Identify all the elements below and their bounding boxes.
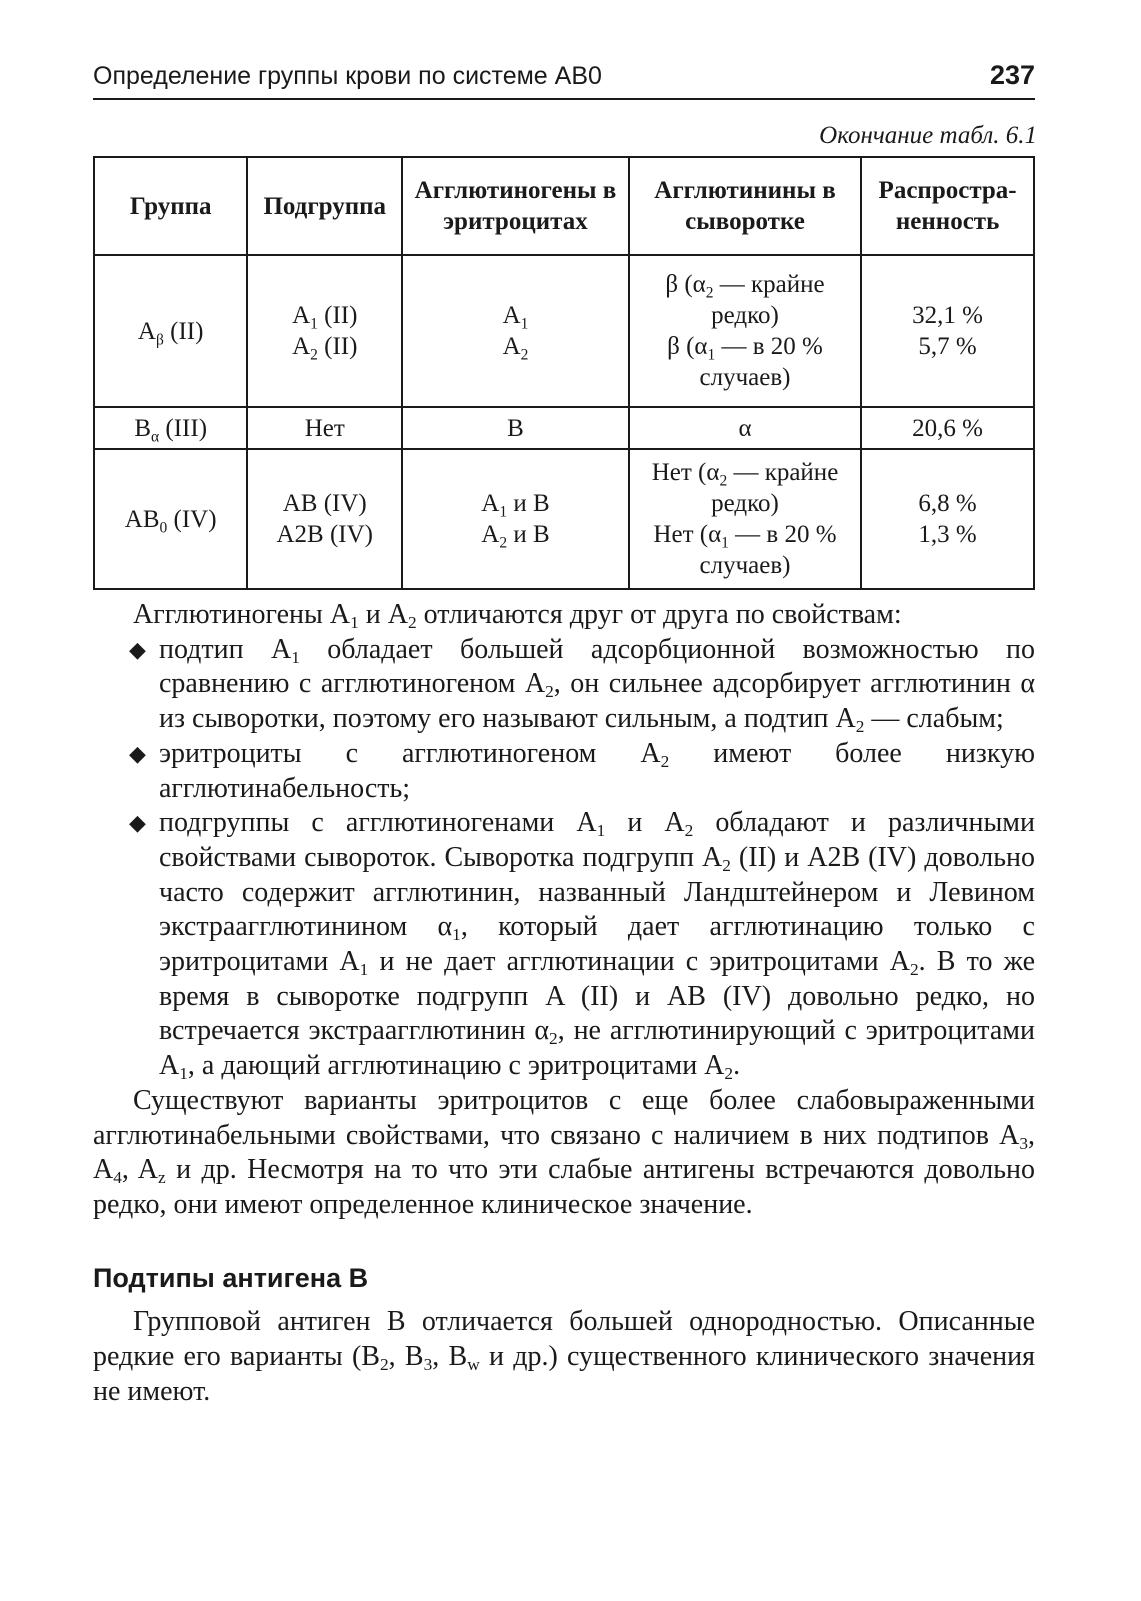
running-title: Определение группы крови по системе АВ0 xyxy=(93,62,602,90)
header-subgroup: Подгруппа xyxy=(247,157,402,255)
blood-group-table xyxy=(93,156,1035,590)
cell-group: $A_\beta$ (II) xyxy=(94,255,247,407)
cell-prevalence: 32,1 % 5,7 % xyxy=(861,255,1034,407)
cell-subgroup: Нет xyxy=(247,407,402,449)
table-row xyxy=(94,407,1034,449)
body-text xyxy=(93,598,1035,1409)
cell-prevalence: 6,8 % 1,3 % xyxy=(861,449,1034,589)
header-prevalence: Распростра-ненность xyxy=(861,157,1034,255)
cell-agglutinogens: $A_1$ $A_2$ xyxy=(402,255,629,407)
cell-prevalence: 20,6 % xyxy=(861,407,1034,449)
cell-group: $B_\alpha$ (III) xyxy=(94,407,247,449)
antigen-b-paragraph: Групповой антиген В отличается большей однородностью. Описанные редкие его варианты ($B_2$, $B_3$, $B_w$ и др.) существенного клинического значения не имеют. xyxy=(93,1306,1035,1407)
list-item: ◆ эритроциты с агглютиногеном $A_2$ имеют более низкую агглютинабельность; xyxy=(129,737,1035,804)
intro-paragraph: Агглютиногены $A_1$ и $A_2$ отличаются друг от друга по свойствам: xyxy=(133,599,902,633)
cell-subgroup: AB (IV) A2B (IV) xyxy=(247,449,402,589)
cell-subgroup: $A_1$ (II) $A_2$ (II) xyxy=(247,255,402,407)
variants-paragraph: Существуют варианты эритроцитов с еще более слабовыраженными агглютинабельными свойствами, что связано с наличием в них подтипов $A_3$, $A_4$, $A_z$ и др. Несмотря на то что эти слабые антигены встречаются довольно редко, они имеют определенное клиническое значение. xyxy=(93,1084,1035,1220)
cell-agglutinins: β ($\alpha_2$ — крайне редко) β ($\alpha_1$ — в 20 % случаев) xyxy=(629,255,861,407)
table-row xyxy=(94,255,1034,407)
section-heading: Подтипы антигена В xyxy=(93,1262,369,1293)
page-number: 237 xyxy=(989,60,1035,90)
diamond-bullet-icon: ◆ xyxy=(129,810,146,836)
running-header xyxy=(93,58,1035,100)
cell-agglutinogens: B xyxy=(402,407,629,449)
cell-group: $AB_0$ (IV) xyxy=(94,449,247,589)
table-caption: Окончание табл. 6.1 xyxy=(819,122,1037,149)
cell-agglutinins: Нет ($\alpha_2$ — крайне редко) Нет ($\alpha_1$ — в 20 % случаев) xyxy=(629,449,861,589)
header-agglutinins: Агглютинины в сыворотке xyxy=(629,157,861,255)
diamond-bullet-icon: ◆ xyxy=(129,636,146,662)
diamond-bullet-icon: ◆ xyxy=(129,740,146,766)
header-agglutinogens: Агглютиногены в эритроцитах xyxy=(402,157,629,255)
properties-list xyxy=(93,633,1035,1084)
cell-agglutinogens: $A_1$ и B $A_2$ и B xyxy=(402,449,629,589)
table-header-row xyxy=(94,157,1034,255)
cell-agglutinins: α xyxy=(629,407,861,449)
list-item: ◆ подтип $A_1$ обладает большей адсорбционной возможностью по сравнению с агглютиногеном $A_2$, он сильнее адсорбирует агглютинин α из сыворотки, поэтому его называют сильным, а подтип $A_2$ — слабым; xyxy=(129,633,1036,737)
table-row xyxy=(94,449,1034,589)
header-group: Группа xyxy=(94,157,247,255)
list-item: ◆ подгруппы с агглютиногенами $A_1$ и $A_2$ обладают и различными свойствами сывороток. Сыворотка подгрупп $A_2$ (II) и A2B (IV) довольно часто содержит агглютинин, названный Ландштейнером и Левином экстраагглютинином $\alpha_1$, который дает агглютинацию только с эритроцитами $A_1$ и не дает агглютинации с эритроцитами $A_2$. В то же время в сыворотке подгрупп A (II) и AB (IV) довольно редко, но встречается экстраагглютинин $\alpha_2$, не агглютинирующий с эритроцитами $A_1$, а дающий агглютинацию с эритроцитами $A_2$. xyxy=(129,807,1035,1084)
